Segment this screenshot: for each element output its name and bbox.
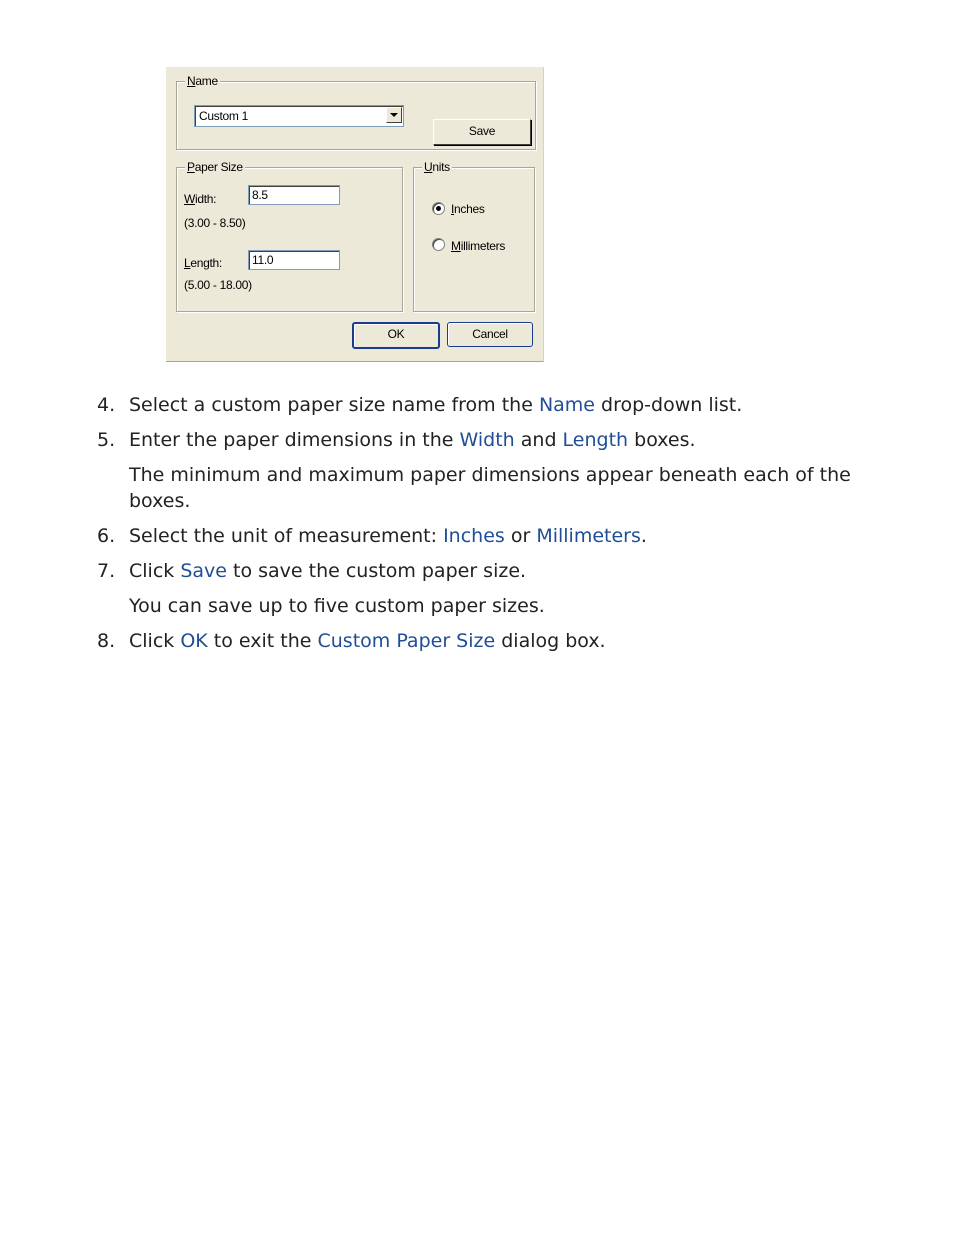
keyword-millimeters: Millimeters xyxy=(536,525,641,547)
chevron-down-icon[interactable] xyxy=(386,107,402,123)
name-combobox[interactable] xyxy=(194,105,404,127)
length-label: Length: xyxy=(184,256,222,270)
units-legend: Units xyxy=(424,160,450,174)
units-group xyxy=(413,160,535,312)
keyword-ok: OK xyxy=(180,630,208,652)
inches-label[interactable]: Inches xyxy=(451,202,485,216)
name-combobox-value: Custom 1 xyxy=(199,109,248,123)
ok-button[interactable]: OK xyxy=(352,322,440,349)
step-5: 5. Enter the paper dimensions in the Width and Length boxes. xyxy=(97,429,696,451)
save-button[interactable]: Save xyxy=(433,119,531,145)
paper-size-group xyxy=(176,160,403,312)
step-4: 4. Select a custom paper size name from the Name drop-down list. xyxy=(97,394,743,416)
keyword-name: Name xyxy=(538,394,595,416)
length-input[interactable]: 11.0 xyxy=(248,250,340,270)
length-range: (5.00 - 18.00) xyxy=(184,278,252,292)
keyword-width: Width xyxy=(459,429,515,451)
step-5-note: The minimum and maximum paper dimensions appear beneath each of the boxes. xyxy=(129,464,851,512)
step-number: 5. xyxy=(97,429,116,451)
name-group-legend: Name xyxy=(187,74,218,88)
custom-paper-size-dialog xyxy=(166,67,544,362)
width-range: (3.00 - 8.50) xyxy=(184,216,246,230)
name-group xyxy=(176,74,536,150)
step-8: 8. Click OK to exit the Custom Paper Size dialog box. xyxy=(97,630,606,652)
step-7-note: You can save up to five custom paper sizes. xyxy=(129,595,545,617)
width-label: Width: xyxy=(184,192,217,206)
step-7: 7. Click Save to save the custom paper size. xyxy=(97,560,527,582)
cancel-button[interactable]: Cancel xyxy=(447,322,533,347)
step-number: 7. xyxy=(97,560,116,582)
millimeters-radio[interactable] xyxy=(432,238,445,251)
keyword-custom-paper-size: Custom Paper Size xyxy=(317,630,496,652)
step-6: 6. Select the unit of measurement: Inches or Millimeters. xyxy=(97,525,647,547)
width-input[interactable]: 8.5 xyxy=(248,185,340,205)
keyword-inches: Inches xyxy=(443,525,505,547)
inches-radio[interactable] xyxy=(432,202,445,215)
step-number: 4. xyxy=(97,394,116,416)
keyword-save: Save xyxy=(180,560,227,582)
paper-size-legend: Paper Size xyxy=(187,160,243,174)
keyword-length: Length xyxy=(562,429,629,451)
step-number: 8. xyxy=(97,630,116,652)
instruction-list xyxy=(97,392,857,663)
millimeters-label[interactable]: Millimeters xyxy=(451,239,506,253)
step-number: 6. xyxy=(97,525,116,547)
